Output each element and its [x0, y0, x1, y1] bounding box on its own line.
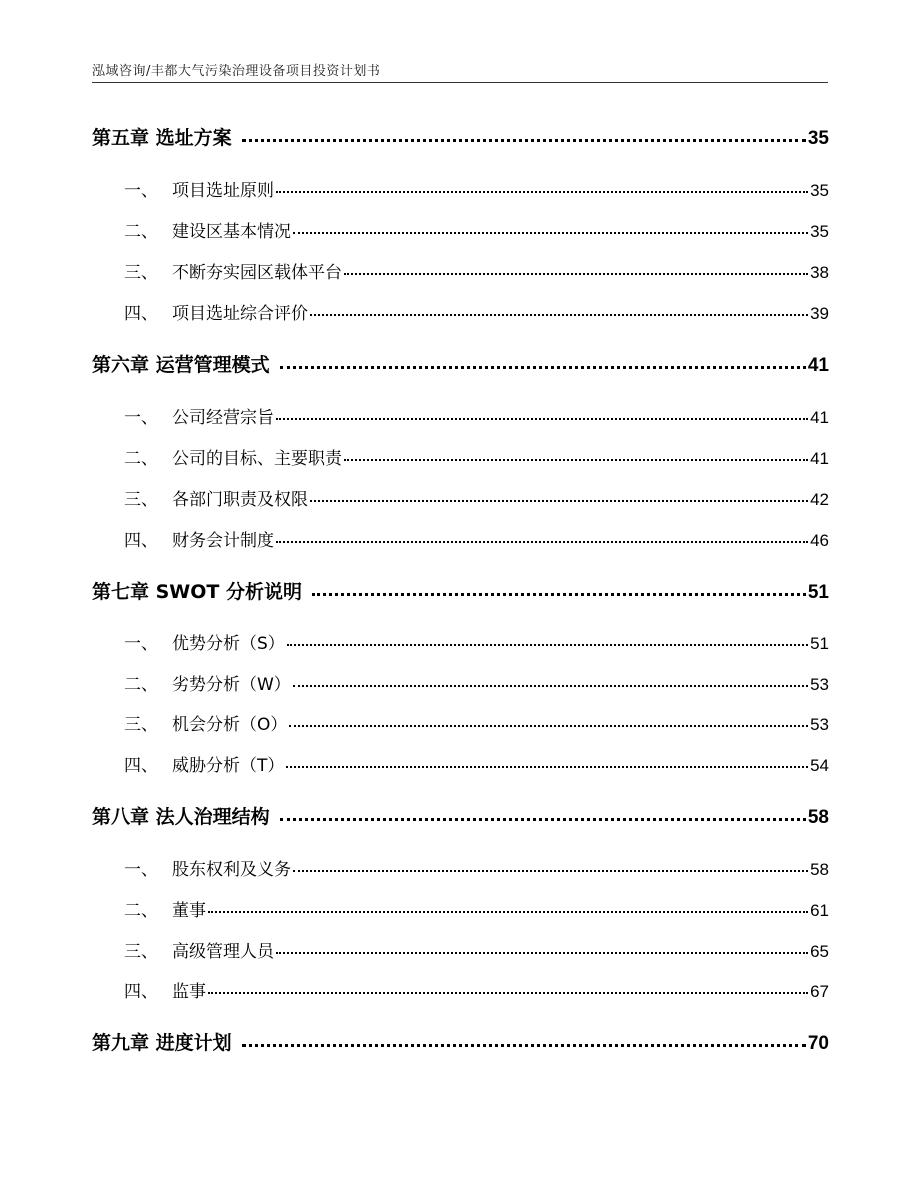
toc-section[interactable] [92, 710, 829, 735]
toc-section-number: 一、 [124, 634, 158, 654]
toc-entry-page: 53 [810, 675, 829, 694]
dot-leader [287, 632, 808, 649]
toc-entry-page: 41 [807, 355, 829, 376]
dot-leader [310, 488, 808, 505]
dot-leader [344, 261, 808, 278]
toc-section[interactable] [92, 176, 829, 201]
dot-leader [344, 447, 808, 464]
dot-leader [310, 302, 808, 319]
toc-entry-page: 65 [810, 942, 829, 961]
toc-section-number: 四、 [124, 531, 158, 551]
toc-section-number: 三、 [124, 715, 158, 735]
toc-entry-title: 高级管理人员 [172, 942, 274, 962]
toc-chapter-6[interactable] [92, 350, 829, 377]
dot-leader [276, 406, 808, 423]
toc-section-number: 一、 [124, 181, 158, 201]
toc-section-number: 一、 [124, 860, 158, 880]
page-header: 泓域咨询/丰都大气污染治理设备项目投资计划书 [92, 64, 381, 79]
toc-section-number: 一、 [124, 408, 158, 428]
toc-section-number: 二、 [124, 222, 158, 242]
toc-chapter-7[interactable] [92, 577, 829, 604]
toc-section[interactable] [92, 629, 829, 654]
toc-entry-title: 建设区基本情况 [172, 222, 291, 242]
toc-entry-title: 公司的目标、主要职责 [172, 449, 342, 469]
toc-section[interactable] [92, 977, 829, 1002]
toc-entry-page: 58 [807, 807, 829, 828]
toc-entry-page: 35 [810, 181, 829, 200]
dot-leader [293, 673, 808, 690]
toc-section[interactable] [92, 670, 829, 695]
toc-section[interactable] [92, 526, 829, 551]
toc-entry-title: 财务会计制度 [172, 531, 274, 551]
dot-leader [276, 529, 808, 546]
toc-section[interactable] [92, 937, 829, 962]
toc-entry-title: 各部门职责及权限 [172, 490, 308, 510]
dot-leader [293, 220, 808, 237]
dot-leader [293, 858, 808, 875]
toc-entry-page: 51 [810, 634, 829, 653]
toc-section[interactable] [92, 299, 829, 324]
toc-entry-title: 劣势分析（W） [172, 675, 291, 695]
dot-leader [312, 579, 806, 598]
dot-leader [208, 899, 808, 916]
toc-entry-title: 第七章 SWOT 分析说明 [92, 581, 302, 603]
toc-entry-title: 第八章 法人治理结构 [92, 806, 270, 828]
toc-section-number: 三、 [124, 490, 158, 510]
toc-entry-title: 公司经营宗旨 [172, 408, 274, 428]
toc-section-number: 四、 [124, 756, 158, 776]
toc-chapter-5[interactable] [92, 123, 829, 150]
toc-section[interactable] [92, 444, 829, 469]
toc-entry-title: 机会分析（O） [172, 715, 288, 735]
toc-section[interactable] [92, 485, 829, 510]
toc-section-number: 二、 [124, 901, 158, 921]
toc-chapter-8[interactable] [92, 802, 829, 829]
dot-leader [280, 804, 806, 823]
dot-leader [242, 1030, 806, 1049]
toc-entry-page: 61 [810, 901, 829, 920]
toc-section[interactable] [92, 855, 829, 880]
toc-entry-page: 54 [810, 756, 829, 775]
dot-leader [280, 352, 806, 371]
dot-leader [276, 179, 808, 196]
toc-entry-title: 监事 [172, 982, 206, 1002]
toc-entry-title: 优势分析（S） [172, 634, 285, 654]
dot-leader [208, 980, 808, 997]
toc-entry-page: 53 [810, 715, 829, 734]
toc-entry-title: 威胁分析（T） [172, 756, 285, 776]
dot-leader [276, 940, 808, 957]
toc-entry-page: 51 [807, 582, 829, 603]
toc-section-number: 三、 [124, 263, 158, 283]
toc-entry-page: 39 [810, 304, 829, 323]
toc-entry-page: 41 [810, 408, 829, 427]
toc-section-number: 二、 [124, 675, 158, 695]
toc-section[interactable] [92, 751, 829, 776]
toc-entry-title: 第九章 进度计划 [92, 1032, 232, 1054]
toc-entry-page: 70 [807, 1033, 829, 1054]
toc-entry-page: 38 [810, 263, 829, 282]
toc-entry-title: 项目选址综合评价 [172, 304, 308, 324]
toc-entry-page: 58 [810, 860, 829, 879]
toc-section-number: 四、 [124, 304, 158, 324]
dot-leader [286, 754, 808, 771]
toc-entry-page: 35 [810, 222, 829, 241]
toc-entry-page: 46 [810, 531, 829, 550]
toc-entry-title: 不断夯实园区载体平台 [172, 263, 342, 283]
toc-section-number: 四、 [124, 982, 158, 1002]
toc-entry-page: 67 [810, 982, 829, 1001]
toc-section[interactable] [92, 217, 829, 242]
toc-entry-page: 42 [810, 490, 829, 509]
dot-leader [242, 125, 806, 144]
toc-chapter-9[interactable] [92, 1028, 829, 1055]
toc-section-number: 三、 [124, 942, 158, 962]
toc-entry-title: 第六章 运营管理模式 [92, 354, 270, 376]
toc-entry-title: 项目选址原则 [172, 181, 274, 201]
toc-entry-page: 41 [810, 449, 829, 468]
toc-entry-title: 第五章 选址方案 [92, 127, 232, 149]
toc-section[interactable] [92, 403, 829, 428]
toc-section-number: 二、 [124, 449, 158, 469]
toc-entry-page: 35 [807, 128, 829, 149]
dot-leader [289, 713, 808, 730]
toc-section[interactable] [92, 896, 829, 921]
toc-entry-title: 股东权利及义务 [172, 860, 291, 880]
toc-entry-title: 董事 [172, 901, 206, 921]
toc-section[interactable] [92, 258, 829, 283]
header-divider [92, 82, 828, 83]
